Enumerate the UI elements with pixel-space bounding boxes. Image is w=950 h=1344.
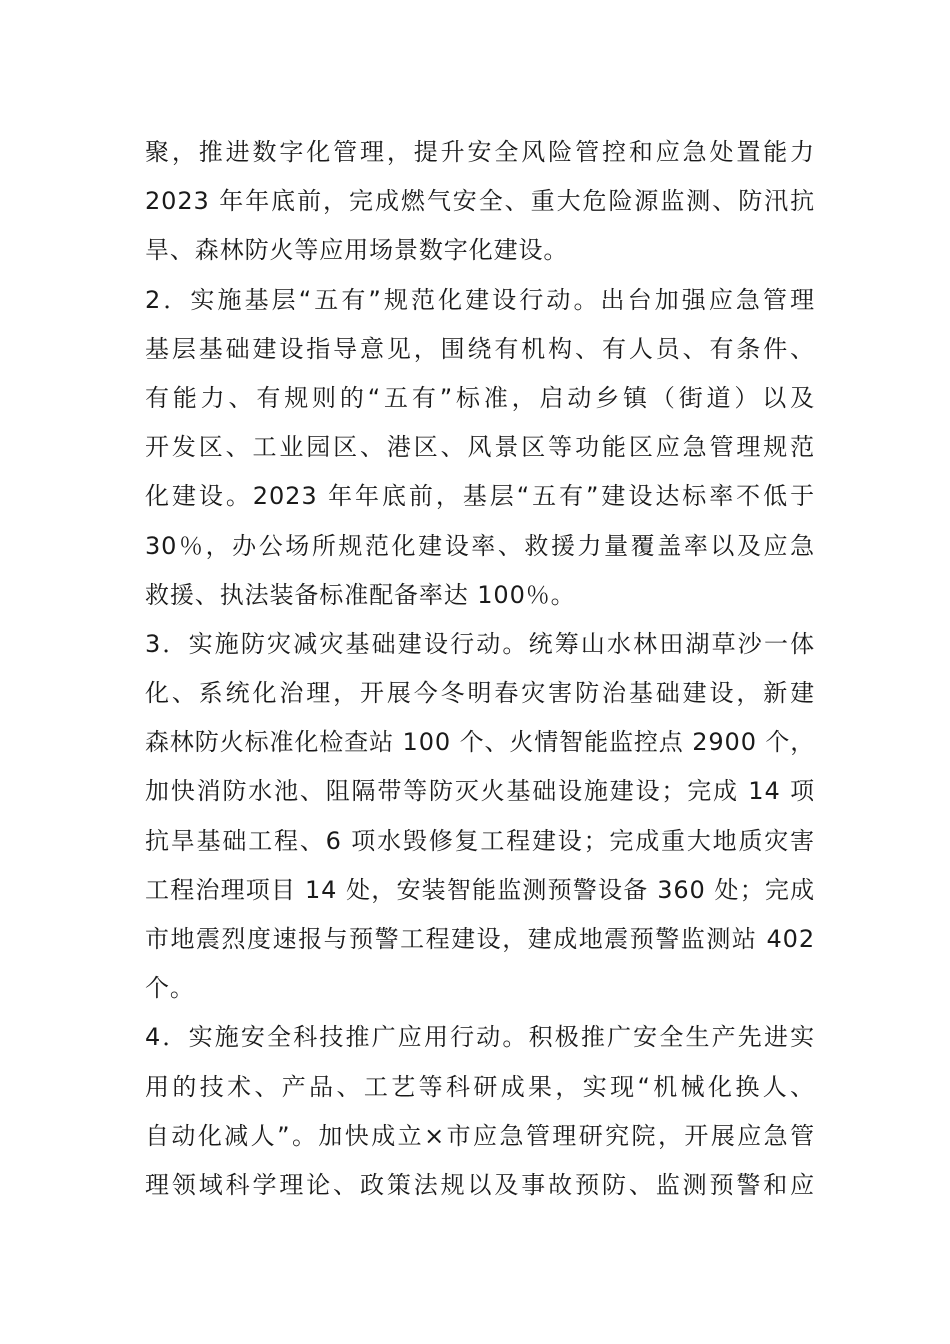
- text-line: 旱、森林防火等应用场景数字化建设。: [145, 236, 569, 265]
- text-line: 化、系统化治理，开展今冬明春灾害防治基础建设，新建: [145, 679, 815, 708]
- text-line: 抗旱基础工程、6 项水毁修复工程建设；完成重大地质灾害: [145, 826, 815, 855]
- text-line: 市地震烈度速报与预警工程建设，建成地震预警监测站 402: [145, 925, 815, 953]
- text-line: 工程治理项目 14 处，安装智能监测预警设备 360 处；完成: [145, 875, 815, 904]
- text-line: 3．实施防灾减灾基础建设行动。统筹山水林田湖草沙一体: [145, 629, 815, 658]
- text-line: 救援、执法装备标准配备率达 100％。: [145, 580, 576, 609]
- text-line: 开发区、工业园区、港区、风景区等功能区应急管理规范: [145, 433, 815, 462]
- text-line: 自动化减人”。加快成立×市应急管理研究院，开展应急管: [145, 1121, 815, 1150]
- text-line: 2．实施基层“五有”规范化建设行动。出台加强应急管理: [145, 285, 815, 314]
- text-line: 有能力、有规则的“五有”标准，启动乡镇（街道）以及: [145, 383, 815, 412]
- text-line: 加快消防水池、阻隔带等防灭火基础设施建设；完成 14 项: [145, 777, 815, 806]
- text-line: 聚，推进数字化管理，提升安全风险管控和应急处置能力: [145, 138, 815, 166]
- text-line: 30％，办公场所规范化建设率、救援力量覆盖率以及应急: [145, 531, 815, 560]
- text-line: 个。: [145, 974, 195, 1003]
- text-line: 森林防火标准化检查站 100 个、火情智能监控点 2900 个，: [145, 728, 816, 757]
- text-line: 基层基础建设指导意见，围绕有机构、有人员、有条件、: [145, 334, 815, 363]
- text-line: 用的技术、产品、工艺等科研成果，实现“机械化换人、: [145, 1072, 815, 1101]
- text-line: 2023 年年底前，完成燃气安全、重大危险源监测、防汛抗: [145, 187, 815, 216]
- text-line: 理领域科学理论、政策法规以及事故预防、监测预警和应: [145, 1170, 815, 1199]
- document-body: [145, 128, 815, 1210]
- text-line: 4．实施安全科技推广应用行动。积极推广安全生产先进实: [145, 1023, 815, 1052]
- text-line: 化建设。2023 年年底前，基层“五有”建设达标率不低于: [145, 482, 815, 511]
